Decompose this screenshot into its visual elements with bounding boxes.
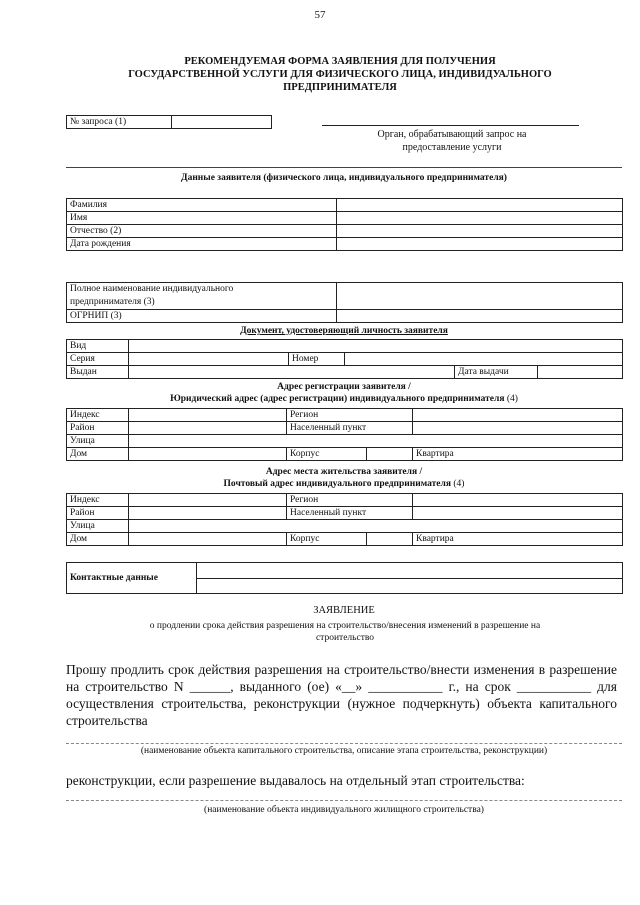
page-number: 57 bbox=[314, 9, 326, 21]
id-issue-date-label: Дата выдачи bbox=[455, 366, 538, 379]
request-number-table bbox=[66, 115, 272, 129]
individual-housing-caption: (наименование объекта индивидуального жилищного строительства) bbox=[204, 805, 484, 815]
name-label: Имя bbox=[67, 212, 337, 225]
id-section-title: Документ, удостоверяющий личность заявителя bbox=[240, 326, 448, 336]
live-house-input[interactable] bbox=[129, 533, 287, 546]
contacts-input[interactable] bbox=[197, 563, 623, 594]
id-number-input[interactable] bbox=[345, 353, 623, 366]
patronymic-label: Отчество (2) bbox=[67, 225, 337, 238]
reg-apartment-label: Квартира bbox=[416, 449, 454, 459]
request-number-label: № запроса (1) bbox=[67, 116, 172, 129]
reg-building-label: Корпус bbox=[287, 448, 367, 461]
live-address-title-line2-text: Почтовый адрес индивидуального предпринимателя bbox=[223, 479, 451, 489]
reg-region-label: Регион bbox=[287, 409, 413, 422]
contacts-label: Контактные данные bbox=[67, 563, 197, 594]
live-district-label: Район bbox=[67, 507, 129, 520]
reg-locality-label: Населенный пункт bbox=[287, 422, 413, 435]
organ-caption-line2: предоставление услуги bbox=[402, 142, 502, 153]
entrepreneur-fullname-line1: Полное наименование индивидуального bbox=[70, 284, 234, 294]
live-locality-label: Населенный пункт bbox=[287, 507, 413, 520]
statement-body: Прошу продлить срок действия разрешения на строительство/внести изменения в разрешение на строительство N ______, выданного (ое) «__» ___________ г., на срок ___________ для осуществления строительства, реконструкции (нужное подчеркнуть) объекта капитального строительства bbox=[66, 662, 617, 728]
person-table bbox=[66, 198, 623, 251]
reg-district-label: Район bbox=[67, 422, 129, 435]
reg-address-title-line1: Адрес регистрации заявителя / bbox=[277, 382, 411, 392]
reconstruction-text: реконструкции, если разрешение выдавалось на отдельный этап строительства: bbox=[66, 773, 525, 788]
id-issued-label: Выдан bbox=[67, 366, 129, 379]
id-series-input[interactable] bbox=[129, 353, 289, 366]
entrepreneur-fullname-input[interactable] bbox=[337, 283, 623, 310]
request-number-input[interactable] bbox=[172, 116, 272, 129]
reg-address-table bbox=[66, 408, 623, 461]
live-region-input[interactable] bbox=[413, 494, 623, 507]
id-type-input[interactable] bbox=[129, 340, 623, 353]
live-locality-input[interactable] bbox=[413, 507, 623, 520]
live-address-note: (4) bbox=[453, 479, 465, 489]
statement-subtitle bbox=[90, 620, 600, 644]
live-address-title-line2 bbox=[66, 478, 622, 490]
reg-house-input[interactable] bbox=[129, 448, 287, 461]
live-apartment-label: Квартира bbox=[416, 534, 454, 544]
object-name-line[interactable] bbox=[66, 743, 622, 744]
id-series-label: Серия bbox=[67, 353, 129, 366]
individual-housing-line[interactable] bbox=[66, 800, 622, 801]
object-name-caption: (наименование объекта капитального строительства, описание этапа строительства, реконструкции) bbox=[140, 746, 548, 756]
live-house-label: Дом bbox=[67, 533, 129, 546]
applicant-section-title: Данные заявителя (физического лица, индивидуального предпринимателя) bbox=[181, 173, 507, 183]
contacts-input-line1[interactable] bbox=[197, 564, 622, 579]
reg-street-label: Улица bbox=[67, 435, 129, 448]
live-building-input[interactable] bbox=[367, 533, 413, 546]
statement-subtitle-line2: строительство bbox=[315, 633, 375, 643]
live-address-section-title bbox=[66, 466, 622, 490]
reg-address-note: (4) bbox=[506, 394, 518, 404]
surname-label: Фамилия bbox=[67, 199, 337, 212]
form-title-line2: ГОСУДАРСТВЕННОЙ УСЛУГИ ДЛЯ ФИЗИЧЕСКОГО ЛИЦА, ИНДИВИДУАЛЬНОГО bbox=[128, 69, 552, 80]
ogrnip-input[interactable] bbox=[337, 310, 623, 323]
form-title-line1: РЕКОМЕНДУЕМАЯ ФОРМА ЗАЯВЛЕНИЯ ДЛЯ ПОЛУЧЕНИЯ bbox=[184, 56, 496, 67]
live-apartment-cell[interactable] bbox=[413, 533, 623, 546]
form-title bbox=[60, 55, 620, 94]
organ-signature-line[interactable] bbox=[322, 125, 579, 126]
live-address-table bbox=[66, 493, 623, 546]
birthdate-input[interactable] bbox=[337, 238, 623, 251]
live-building-label: Корпус bbox=[287, 533, 367, 546]
live-address-title-line1: Адрес места жительства заявителя / bbox=[265, 467, 423, 477]
reg-locality-input[interactable] bbox=[413, 422, 623, 435]
reg-street-input[interactable] bbox=[129, 435, 623, 448]
contacts-table bbox=[66, 562, 623, 594]
statement-subtitle-line1: о продлении срока действия разрешения на строительство/внесения изменений в разрешение на bbox=[149, 621, 541, 631]
statement-title: ЗАЯВЛЕНИЕ bbox=[313, 605, 375, 616]
id-type-label: Вид bbox=[67, 340, 129, 353]
contacts-input-line2[interactable] bbox=[197, 579, 622, 593]
id-document-table bbox=[66, 339, 623, 379]
reg-address-title-line2 bbox=[66, 393, 622, 405]
reg-building-input[interactable] bbox=[367, 448, 413, 461]
live-district-input[interactable] bbox=[129, 507, 287, 520]
reg-index-label: Индекс bbox=[67, 409, 129, 422]
live-index-input[interactable] bbox=[129, 494, 287, 507]
birthdate-label: Дата рождения bbox=[67, 238, 337, 251]
reg-apartment-cell[interactable] bbox=[413, 448, 623, 461]
reg-district-input[interactable] bbox=[129, 422, 287, 435]
live-index-label: Индекс bbox=[67, 494, 129, 507]
organ-caption bbox=[322, 128, 582, 154]
live-region-label: Регион bbox=[287, 494, 413, 507]
entrepreneur-table bbox=[66, 282, 623, 323]
live-street-input[interactable] bbox=[129, 520, 623, 533]
patronymic-input[interactable] bbox=[337, 225, 623, 238]
reg-house-label: Дом bbox=[67, 448, 129, 461]
entrepreneur-fullname-line2: предпринимателя (3) bbox=[70, 297, 155, 307]
reg-address-title-line2-text: Юридический адрес (адрес регистрации) индивидуального предпринимателя bbox=[170, 394, 505, 404]
reg-index-input[interactable] bbox=[129, 409, 287, 422]
id-issue-date-input[interactable] bbox=[538, 366, 623, 379]
live-street-label: Улица bbox=[67, 520, 129, 533]
id-number-label: Номер bbox=[289, 353, 345, 366]
divider bbox=[66, 167, 622, 168]
id-issued-input[interactable] bbox=[129, 366, 455, 379]
surname-input[interactable] bbox=[337, 199, 623, 212]
name-input[interactable] bbox=[337, 212, 623, 225]
organ-caption-line1: Орган, обрабатывающий запрос на bbox=[377, 129, 527, 140]
ogrnip-label: ОГРНИП (3) bbox=[67, 310, 337, 323]
entrepreneur-fullname-label bbox=[67, 283, 337, 310]
form-title-line3: ПРЕДПРИНИМАТЕЛЯ bbox=[283, 82, 397, 93]
reg-address-section-title bbox=[66, 381, 622, 405]
reg-region-input[interactable] bbox=[413, 409, 623, 422]
